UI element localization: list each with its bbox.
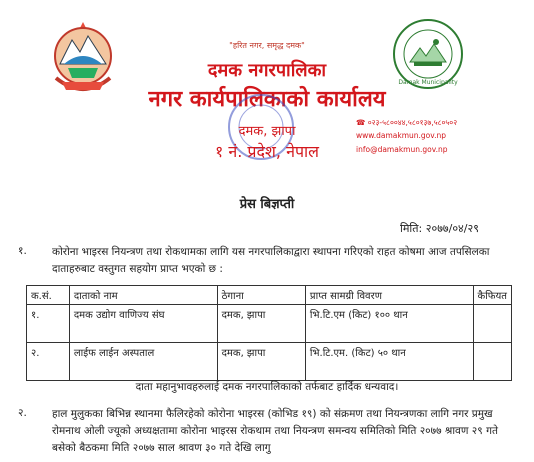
- cell-remarks: [473, 343, 511, 381]
- municipality-name: दमक नगरपालिका: [207, 60, 327, 81]
- cell-serial: २.: [27, 343, 70, 381]
- cell-remarks: [473, 305, 511, 343]
- notice-title: प्रेस बिज्ञप्ती: [239, 197, 295, 212]
- phone-number: [356, 118, 457, 128]
- cell-items: भि.टि.एम. (किट) ५० थान: [305, 343, 473, 381]
- cell-serial: १.: [27, 305, 70, 343]
- cell-donor: लाईफ लाईन अस्पताल: [69, 343, 217, 381]
- office-name: नगर कार्यपालिकाको कार्यालय: [148, 87, 386, 112]
- header-donor: दाताको नाम: [69, 286, 217, 305]
- paragraph-1-number: १.: [18, 245, 27, 257]
- paragraph-2-number: २.: [18, 407, 27, 419]
- donation-table: [26, 285, 512, 381]
- province: १ नं. प्रदेश, नेपाल: [214, 142, 320, 161]
- slogan: "हरित नगर, समृद्ध दमक": [229, 41, 305, 50]
- phone-icon: ☎: [356, 118, 366, 127]
- email-link[interactable]: info@damakmun.gov.np: [356, 145, 448, 154]
- table-row: [27, 343, 512, 381]
- paragraph-1: कोरोना भाइरस नियन्त्रण तथा रोकथामका लागि यस नगरपालिकाद्वारा स्थापना गरिएको राहत कोषमा आज तपसिलका दाताहरुबाट वस्तुगत सहयोग प्राप्त भएको छ :: [52, 246, 490, 275]
- cell-donor: दमक उद्योग वाणिज्य संघ: [69, 305, 217, 343]
- right-logo-text: Damak Municipality: [398, 79, 458, 86]
- notice-date: मिति: २०७७/०४/२९: [400, 222, 479, 235]
- cell-address: दमक, झापा: [217, 343, 305, 381]
- office-address: दमक, झापा: [238, 124, 296, 139]
- cell-items: भि.टि.एम (किट) १०० थान: [305, 305, 473, 343]
- table-row: [27, 305, 512, 343]
- paragraph-2: हाल मुलुकका बिभिन्न स्थानमा फैलिरहेको कोरोना भाइरस (कोभिड १९) को संक्रमण तथा नियन्त्रणका लागि नगर प्रमुख रोमनाथ ओली ज्यूको अध्यक्षतामा कोरोना भाइरस रोकथाम तथा नियन्त्रण समन्वय समितिको मिति २०७७ श्रावण २९ गते बसेको बैठकमा मिति २०७७ साल श्रावण ३० गते देखि लागु: [52, 408, 498, 454]
- table-header-row: [27, 286, 512, 305]
- header-serial: क.सं.: [27, 286, 70, 305]
- website-link[interactable]: www.damakmun.gov.np: [356, 131, 446, 140]
- cell-address: दमक, झापा: [217, 305, 305, 343]
- thanks-note: दाता महानुभावहरुलाई दमक नगरपालिकाको तर्फबाट हार्दिक धन्यवाद।: [135, 381, 399, 393]
- header-remarks: कैफियत: [473, 286, 511, 305]
- phone-text: ०२३-५८००४४,५८०१३७,५८०५०२: [367, 118, 458, 127]
- header-items: प्राप्त सामग्री विवरण: [305, 286, 473, 305]
- header-address: ठेगाना: [217, 286, 305, 305]
